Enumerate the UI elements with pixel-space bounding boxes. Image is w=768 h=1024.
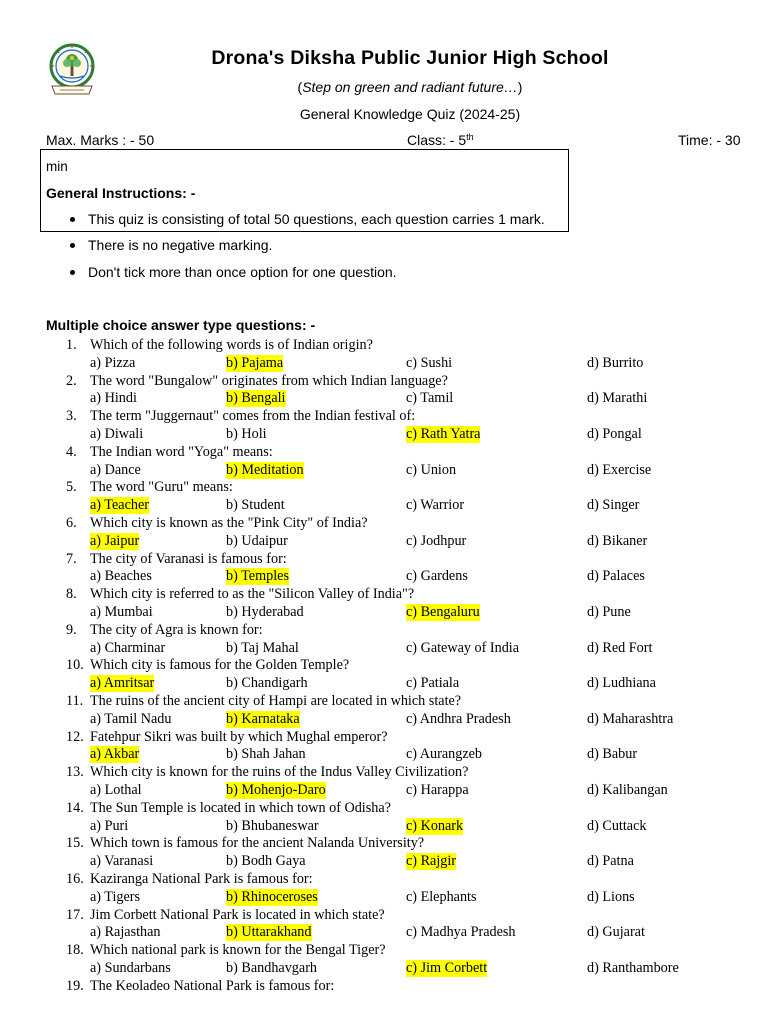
question-row xyxy=(0,871,768,889)
option-d[interactable]: d) Pune xyxy=(587,603,631,620)
question-number: 14. xyxy=(66,799,84,816)
question-number: 3. xyxy=(66,408,77,425)
question-number: 6. xyxy=(66,514,77,531)
option-c[interactable]: c) Gardens xyxy=(406,568,468,585)
instruction-item xyxy=(70,237,272,253)
options-row xyxy=(0,746,768,764)
option-a[interactable]: a) Beaches xyxy=(90,568,152,585)
instruction-text: There is no negative marking. xyxy=(88,237,273,253)
option-d[interactable]: d) Marathi xyxy=(587,390,648,407)
question-row xyxy=(0,586,768,604)
question-number: 2. xyxy=(66,372,77,389)
option-c[interactable]: c) Elephants xyxy=(406,888,477,905)
question-row xyxy=(0,764,768,782)
option-d[interactable]: d) Maharashtra xyxy=(587,710,674,727)
question-number: 5. xyxy=(66,479,77,496)
class-info xyxy=(407,132,474,148)
question-text: Which of the following words is of Indian origin? xyxy=(90,337,373,353)
option-a[interactable]: a) Dance xyxy=(90,461,141,478)
question-text: Which national park is known for the Bengal Tiger? xyxy=(90,942,386,959)
instruction-text: This quiz is consisting of total 50 questions, each question carries 1 mark. xyxy=(88,211,545,227)
mcq-heading: Multiple choice answer type questions: - xyxy=(46,317,316,333)
options-row xyxy=(0,818,768,836)
option-d[interactable]: d) Exercise xyxy=(587,461,652,478)
options-row xyxy=(0,604,768,622)
question-row xyxy=(0,729,768,747)
option-b[interactable]: b) Chandigarh xyxy=(226,675,308,692)
options-row xyxy=(0,889,768,907)
option-d[interactable]: d) Burrito xyxy=(587,354,644,371)
option-d[interactable]: d) Babur xyxy=(587,746,638,763)
option-c[interactable]: c) Rajgir xyxy=(406,853,457,870)
option-d[interactable]: d) Ludhiana xyxy=(587,675,656,692)
question-row xyxy=(0,693,768,711)
option-c[interactable]: c) Gateway of India xyxy=(406,639,520,656)
options-row xyxy=(0,675,768,693)
question-row xyxy=(0,657,768,675)
option-c[interactable]: c) Rath Yatra xyxy=(406,425,481,442)
instructions-heading: General Instructions: - xyxy=(46,185,196,201)
option-c[interactable]: c) Patiala xyxy=(406,675,460,692)
question-row xyxy=(0,337,768,355)
question-text: The city of Agra is known for: xyxy=(90,621,263,638)
question-row xyxy=(0,551,768,569)
school-name: Drona's Diksha Public Junior High School xyxy=(211,47,609,69)
question-text: Which city is known for the ruins of the Indus Valley Civilization? xyxy=(90,764,469,781)
options-row xyxy=(0,782,768,800)
option-c[interactable]: c) Warrior xyxy=(406,497,465,514)
options-row xyxy=(0,390,768,408)
question-number: 16. xyxy=(66,870,84,887)
question-number: 12. xyxy=(66,728,84,745)
option-d[interactable]: d) Bikaner xyxy=(587,532,648,549)
question-list xyxy=(0,337,768,995)
option-b[interactable]: b) Hyderabad xyxy=(226,603,304,620)
option-b[interactable]: b) Shah Jahan xyxy=(226,746,306,763)
question-row xyxy=(0,978,768,996)
question-text: The city of Varanasi is famous for: xyxy=(90,550,287,567)
class-label: Class: - 5 xyxy=(407,132,467,148)
question-number: 7. xyxy=(66,550,77,567)
option-a[interactable]: a) Akbar xyxy=(90,746,140,763)
option-d[interactable]: d) Cuttack xyxy=(587,817,647,834)
instruction-item xyxy=(70,264,397,280)
question-text: The Sun Temple is located in which town of Odisha? xyxy=(90,799,391,816)
option-b[interactable]: b) Udaipur xyxy=(226,532,288,549)
question-text: The word "Bungalow" originates from which Indian language? xyxy=(90,372,448,389)
question-number: 10. xyxy=(66,657,84,674)
question-text: The word "Guru" means: xyxy=(90,479,233,496)
option-d[interactable]: d) Kalibangan xyxy=(587,781,668,798)
question-number: 17. xyxy=(66,906,84,923)
question-row xyxy=(0,515,768,533)
question-number: 13. xyxy=(66,764,84,781)
question-number: 11. xyxy=(66,692,84,709)
instruction-item xyxy=(70,211,545,227)
option-c[interactable]: c) Union xyxy=(406,461,457,478)
option-a[interactable]: a) Pizza xyxy=(90,354,136,371)
options-row xyxy=(0,426,768,444)
option-b[interactable]: b) Uttarakhand xyxy=(226,924,312,941)
motto-open-paren: ( xyxy=(297,79,303,95)
option-c[interactable]: c) Madhya Pradesh xyxy=(406,924,516,941)
option-b[interactable]: b) Karnataka xyxy=(226,710,300,727)
question-text: The ruins of the ancient city of Hampi are located in which state? xyxy=(90,692,462,709)
question-row xyxy=(0,479,768,497)
options-row xyxy=(0,533,768,551)
motto-close-paren: ) xyxy=(517,79,523,95)
question-row xyxy=(0,907,768,925)
option-d[interactable]: d) Palaces xyxy=(587,568,645,585)
question-number: 4. xyxy=(66,443,77,460)
option-a[interactable]: a) Rajasthan xyxy=(90,924,161,941)
question-number: 15. xyxy=(66,835,84,852)
option-d[interactable]: d) Gujarat xyxy=(587,924,645,941)
option-a[interactable]: a) Varanasi xyxy=(90,853,154,870)
question-number: 19. xyxy=(66,977,84,994)
question-row xyxy=(0,800,768,818)
question-text: Kaziranga National Park is famous for: xyxy=(90,870,313,887)
option-d[interactable]: d) Ranthambore xyxy=(587,959,679,976)
option-c[interactable]: c) Tamil xyxy=(406,390,454,407)
option-c[interactable]: c) Aurangzeb xyxy=(406,746,483,763)
option-a[interactable]: a) Teacher xyxy=(90,497,149,514)
options-row xyxy=(0,711,768,729)
option-a[interactable]: a) Charminar xyxy=(90,639,166,656)
question-row xyxy=(0,408,768,426)
question-text: Which city is referred to as the "Silicon Valley of India"? xyxy=(90,586,415,603)
option-a[interactable]: a) Tigers xyxy=(90,888,141,905)
option-b[interactable]: b) Taj Mahal xyxy=(226,639,299,656)
question-number: 8. xyxy=(66,586,77,603)
option-b[interactable]: b) Bengali xyxy=(226,390,286,407)
option-d[interactable]: d) Patna xyxy=(587,853,634,870)
option-c[interactable]: c) Harappa xyxy=(406,781,469,798)
option-b[interactable]: b) Mohenjo-Daro xyxy=(226,781,326,798)
question-row xyxy=(0,444,768,462)
option-b[interactable]: b) Meditation xyxy=(226,461,304,478)
option-b[interactable]: b) Bodh Gaya xyxy=(226,853,306,870)
question-row xyxy=(0,373,768,391)
question-text: Fatehpur Sikri was built by which Mughal emperor? xyxy=(90,728,388,745)
bullet-icon xyxy=(70,270,75,275)
question-row xyxy=(0,835,768,853)
option-a[interactable]: a) Puri xyxy=(90,817,129,834)
option-c[interactable]: c) Bengaluru xyxy=(406,603,480,620)
option-c[interactable]: c) Jodhpur xyxy=(406,532,467,549)
max-marks: Max. Marks : - 50 xyxy=(46,132,155,148)
options-row xyxy=(0,960,768,978)
options-row xyxy=(0,355,768,373)
time-info: Time: - 30 xyxy=(678,132,741,148)
question-text: The Indian word "Yoga" means: xyxy=(90,443,273,460)
question-text: Jim Corbett National Park is located in which state? xyxy=(90,906,385,923)
option-b[interactable]: b) Rhinoceroses xyxy=(226,888,318,905)
option-b[interactable]: b) Student xyxy=(226,497,285,514)
question-row xyxy=(0,622,768,640)
option-c[interactable]: c) Sushi xyxy=(406,354,453,371)
school-crest-icon xyxy=(46,42,98,100)
question-number: 9. xyxy=(66,621,77,638)
option-a[interactable]: a) Diwali xyxy=(90,425,144,442)
options-row xyxy=(0,853,768,871)
option-a[interactable]: a) Mumbai xyxy=(90,603,153,620)
option-a[interactable]: a) Lothal xyxy=(90,781,142,798)
question-text: The Keoladeo National Park is famous for: xyxy=(90,977,335,994)
option-a[interactable]: a) Amritsar xyxy=(90,675,155,692)
option-a[interactable]: a) Hindi xyxy=(90,390,137,407)
question-number: 1. xyxy=(66,337,77,353)
question-number: 18. xyxy=(66,942,84,959)
school-motto xyxy=(120,79,700,95)
options-row xyxy=(0,568,768,586)
options-row xyxy=(0,640,768,658)
option-d[interactable]: d) Lions xyxy=(587,888,635,905)
option-b[interactable]: b) Bhubaneswar xyxy=(226,817,319,834)
bullet-icon xyxy=(70,217,75,222)
option-b[interactable]: b) Holi xyxy=(226,425,267,442)
question-text: Which city is famous for the Golden Temple? xyxy=(90,657,350,674)
bullet-icon xyxy=(70,243,75,248)
option-b[interactable]: b) Bandhavgarh xyxy=(226,959,318,976)
question-row xyxy=(0,942,768,960)
option-c[interactable]: c) Konark xyxy=(406,817,464,834)
option-d[interactable]: d) Red Fort xyxy=(587,639,653,656)
option-b[interactable]: b) Pajama xyxy=(226,354,284,371)
motto-text: Step on green and radiant future… xyxy=(302,79,518,95)
options-row xyxy=(0,497,768,515)
options-row xyxy=(0,924,768,942)
time-unit: min xyxy=(46,159,68,174)
option-c[interactable]: c) Andhra Pradesh xyxy=(406,710,511,727)
option-a[interactable]: a) Tamil Nadu xyxy=(90,710,172,727)
question-text: Which town is famous for the ancient Nalanda University? xyxy=(90,835,425,852)
options-row xyxy=(0,462,768,480)
option-c[interactable]: c) Jim Corbett xyxy=(406,959,488,976)
option-d[interactable]: d) Singer xyxy=(587,497,640,514)
quiz-title: General Knowledge Quiz (2024-25) xyxy=(299,106,521,122)
question-text: The term "Juggernaut" comes from the Indian festival of: xyxy=(90,408,416,425)
option-a[interactable]: a) Jaipur xyxy=(90,532,140,549)
question-text: Which city is known as the "Pink City" of India? xyxy=(90,514,368,531)
option-a[interactable]: a) Sundarbans xyxy=(90,959,171,976)
option-d[interactable]: d) Pongal xyxy=(587,425,642,442)
class-superscript: th xyxy=(466,132,474,142)
instruction-text: Don't tick more than once option for one question. xyxy=(88,264,397,280)
option-b[interactable]: b) Temples xyxy=(226,568,289,585)
